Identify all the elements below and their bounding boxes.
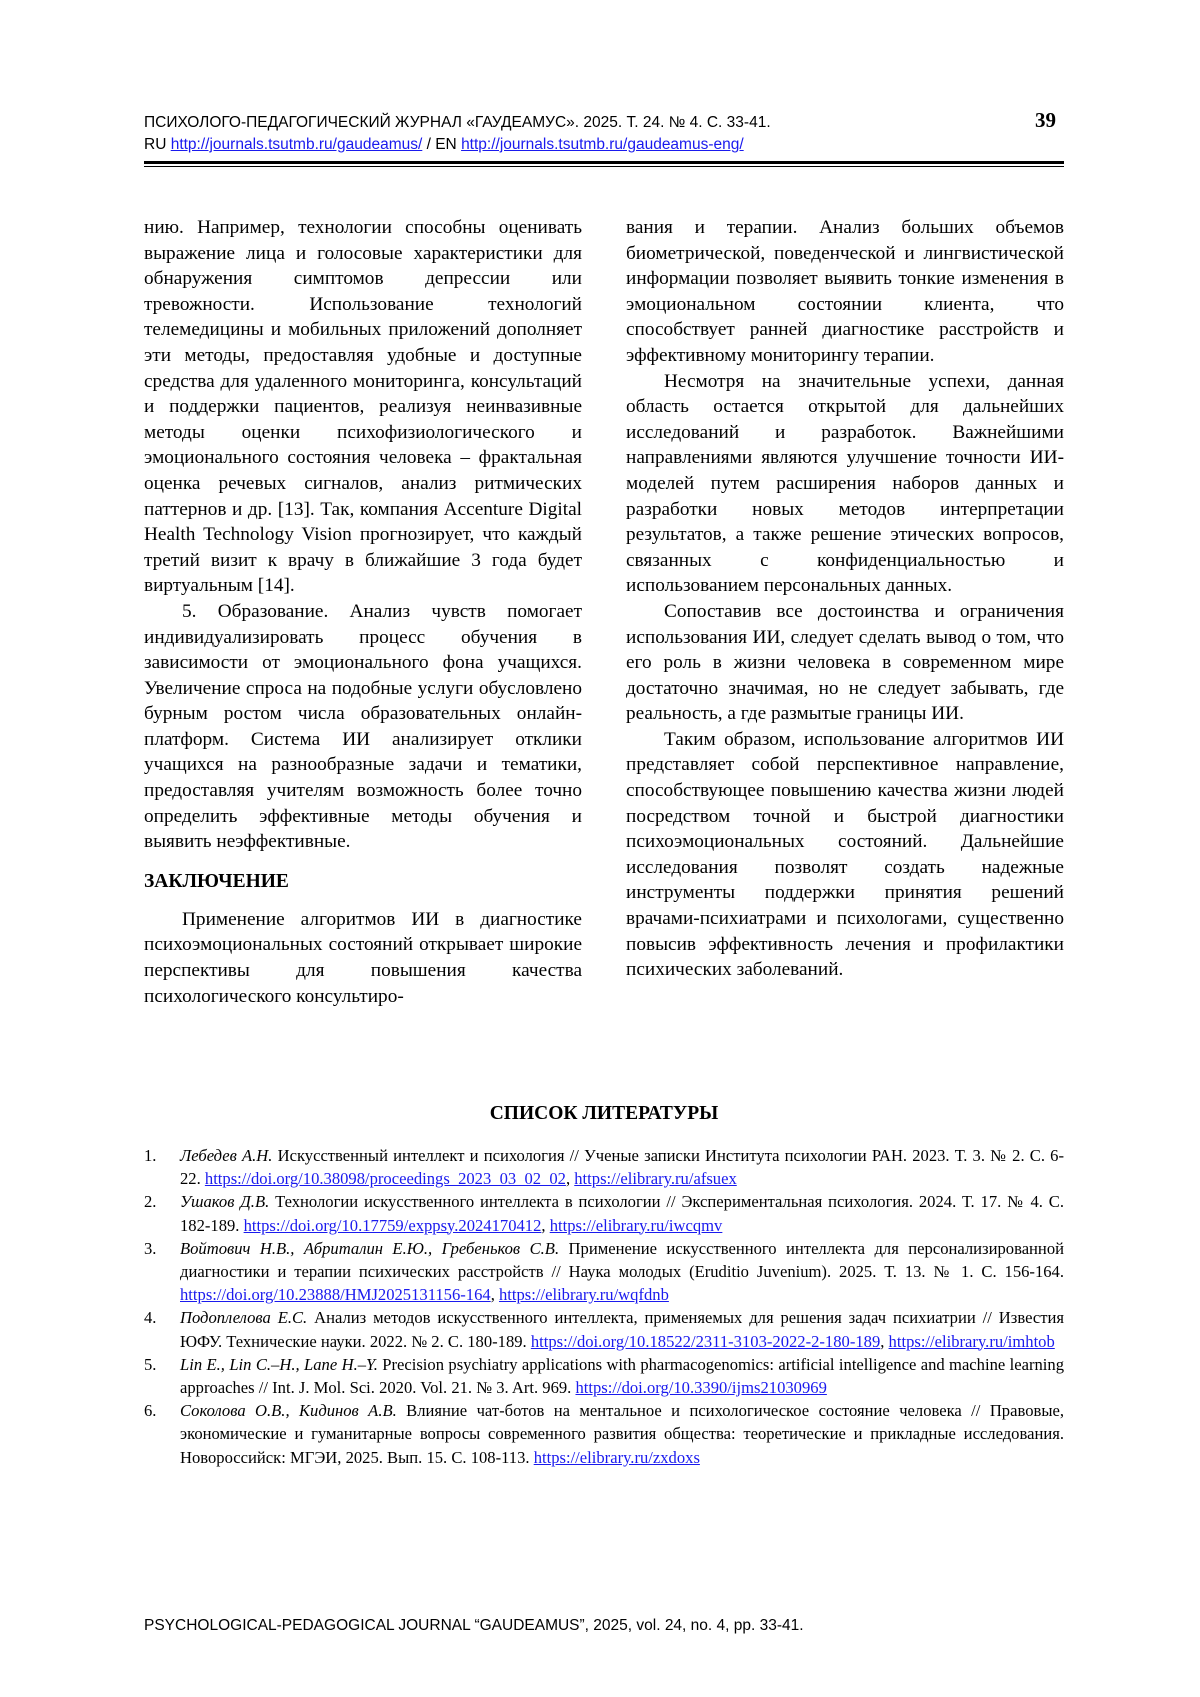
reference-authors: Войтович Н.В., Абриталин Е.Ю., Гребеньков С.В. (180, 1238, 560, 1258)
reference-number: 1. (144, 1146, 157, 1165)
left-column (144, 215, 582, 1009)
references-list (144, 1144, 1064, 1469)
reference-doi-link[interactable]: https://doi.org/10.17759/exppsy.2024170412 (243, 1215, 542, 1235)
reference-text: Precision psychiatry applications with pharmacogenomics: artificial intelligence and machine learning approaches // Int. J. Mol. Sci. 2020. Vol. 21. № 3. Art. 969. (180, 1354, 1064, 1398)
reference-elibrary-link[interactable]: https://elibrary.ru/zxdoxs (533, 1447, 700, 1467)
reference-number: 5. (144, 1354, 157, 1374)
reference-text: Искусственный интеллект и психология // Ученые записки Института психологии РАН. 2023. Т. 3. № 2. С. 6-22. (180, 1146, 1064, 1189)
reference-elibrary-link[interactable]: https://elibrary.ru/imhtob (888, 1331, 1055, 1351)
running-header (144, 112, 1064, 156)
reference-text: Применение искусственного интеллекта для персонализированной диагностики и терапии психических расстройств // Наука молодых (Eruditio Juvenium). 2025. Т. 13. № 1. С. 156-164. (180, 1238, 1064, 1282)
reference-text: Влияние чат-ботов на ментальное и психологическое состояние человека // Правовые, экономические и гуманитарные вопросы современного развития общества: теоретические и прикладные исследования. Новороссийск: МГЭИ, 2025. Вып. 15. С. 108-113. (180, 1401, 1064, 1467)
reference-separator: , (541, 1215, 550, 1235)
references-title: СПИСОК ЛИТЕРАТУРЫ (489, 1103, 719, 1124)
reference-item (144, 1399, 1064, 1469)
reference-text: Анализ методов искусственного интеллекта, применяемых для решения задач психиатрии // Известия ЮФУ. Технические науки. 2022. № 2. С. 180-189. (180, 1308, 1064, 1351)
reference-authors: Ушаков Д.В. (180, 1192, 270, 1212)
reference-separator: , (565, 1169, 575, 1189)
journal-links (144, 134, 1064, 156)
reference-item (144, 1190, 1064, 1236)
paragraph: Применение алгоритмов ИИ в диагностике психоэмоциональных состояний открывает широкие перспективы для повышения качества психологического консультиро- (144, 908, 582, 1007)
section-heading: ЗАКЛЮЧЕНИЕ (144, 870, 289, 892)
reference-elibrary-link[interactable]: https://elibrary.ru/afsuex (574, 1169, 737, 1189)
ru-prefix: RU (144, 136, 171, 153)
reference-separator: , (880, 1331, 889, 1351)
reference-doi-link[interactable]: https://doi.org/10.18522/2311-3103-2022-2-180-189 (530, 1331, 881, 1351)
reference-item (144, 1353, 1064, 1399)
en-journal-link[interactable]: http://journals.tsutmb.ru/gaudeamus-eng/ (461, 136, 744, 153)
links-separator: / EN (422, 136, 462, 153)
journal-citation: ПСИХОЛОГО-ПЕДАГОГИЧЕСКИЙ ЖУРНАЛ «ГАУДЕАМУС». 2025. Т. 24. № 4. С. 33-41. (144, 114, 771, 131)
paragraph: 5. Образование. Анализ чувств помогает индивидуализировать процесс обучения в зависимости от эмоционального фона учащихся. Увеличение спроса на подобные услуги обусловлено бурным ростом числа образовательных онлайн-платформ. Система ИИ анализирует отклики учащихся на разнообразные задачи и тематики, предоставляя учителям возможность более точно определить эффективные методы обучения и выявить неэффективные. (144, 600, 582, 853)
page-number: 39 (1035, 108, 1056, 132)
header-rule-thin (144, 166, 1064, 167)
reference-authors: Lin E., Lin C.–H., Lane H.–Y. (180, 1354, 378, 1374)
reference-number: 4. (144, 1308, 157, 1328)
reference-item (144, 1306, 1064, 1352)
reference-doi-link[interactable]: https://doi.org/10.23888/HMJ2025131156-164 (180, 1285, 491, 1305)
reference-doi-link[interactable]: https://doi.org/10.38098/proceedings_2023_03_02_02 (204, 1169, 566, 1189)
reference-authors: Лебедев А.Н. (180, 1146, 273, 1165)
paragraph: вания и терапии. Анализ больших объемов биометрической, поведенческой и лингвистической информации позволяет выявить тонкие изменения в эмоциональном состоянии клиента, что способствует ранней диагностике расстройств и эффективному мониторингу терапии. (626, 217, 1064, 366)
ru-journal-link[interactable]: http://journals.tsutmb.ru/gaudeamus/ (170, 136, 423, 153)
paragraph: Несмотря на значительные успехи, данная область остается открытой для дальнейших исследований и разработок. Важнейшими направлениями являются улучшение точности ИИ-моделей путем расширения наборов данных и разработки новых методов интерпретации результатов, а также решение этических вопросов, связанных с конфиденциальностью и использованием персональных данных. (626, 370, 1064, 597)
reference-elibrary-link[interactable]: https://elibrary.ru/wqfdnb (498, 1285, 669, 1305)
header-rule-thick (144, 161, 1064, 164)
reference-elibrary-link[interactable]: https://elibrary.ru/iwcqmv (549, 1215, 723, 1235)
paragraph: Сопоставив все достоинства и ограничения использования ИИ, следует сделать вывод о том, что его роль в жизни человека в современном мире достаточно значимая, но не следует забывать, где реальность, а где размытые границы ИИ. (626, 600, 1064, 725)
reference-number: 3. (144, 1238, 157, 1258)
running-footer: PSYCHOLOGICAL-PEDAGOGICAL JOURNAL “GAUDEAMUS”, 2025, vol. 24, no. 4, pp. 33-41. (144, 1617, 804, 1634)
right-column (626, 215, 1064, 983)
reference-item (144, 1144, 1064, 1190)
paragraph: нию. Например, технологии способны оценивать выражение лица и голосовые характеристики для обнаружения симптомов депрессии или тревожности. Использование технологий телемедицины и мобильных приложений дополняет эти методы, предоставляя удобные и доступные средства для удаленного мониторинга, консультаций и поддержки пациентов, реализуя неинвазивные методы оценки психофизиологического и эмоционального состояния человека – фрактальная оценка речевых сигналов, анализ ритмических паттернов и др. [13]. Так, компания Accenture Digital Health Technology Vision прогнозирует, что каждый третий визит к врачу в ближайшие 3 года будет виртуальным [14]. (144, 217, 582, 597)
reference-separator: , (490, 1285, 499, 1305)
reference-number: 6. (144, 1401, 157, 1421)
paragraph: Таким образом, использование алгоритмов ИИ представляет собой перспективное направление, способствующее повышению качества жизни людей посредством точной и быстрой диагностики психоэмоциональных состояний. Дальнейшие исследования позволят создать надежные инструменты поддержки принятия решений врачами-психиатрами и психологами, существенно повысив эффективность лечения и профилактики психических заболеваний. (626, 728, 1064, 981)
reference-doi-link[interactable]: https://doi.org/10.3390/ijms21030969 (575, 1378, 827, 1398)
reference-authors: Соколова О.В., Кидинов А.В. (180, 1401, 397, 1421)
reference-text: Технологии искусственного интеллекта в психологии // Экспериментальная психология. 2024. Т. 17. № 4. С. 182-189. (180, 1192, 1064, 1235)
reference-item (144, 1237, 1064, 1307)
reference-number: 2. (144, 1192, 157, 1212)
reference-authors: Подоплелова Е.С. (180, 1308, 308, 1328)
